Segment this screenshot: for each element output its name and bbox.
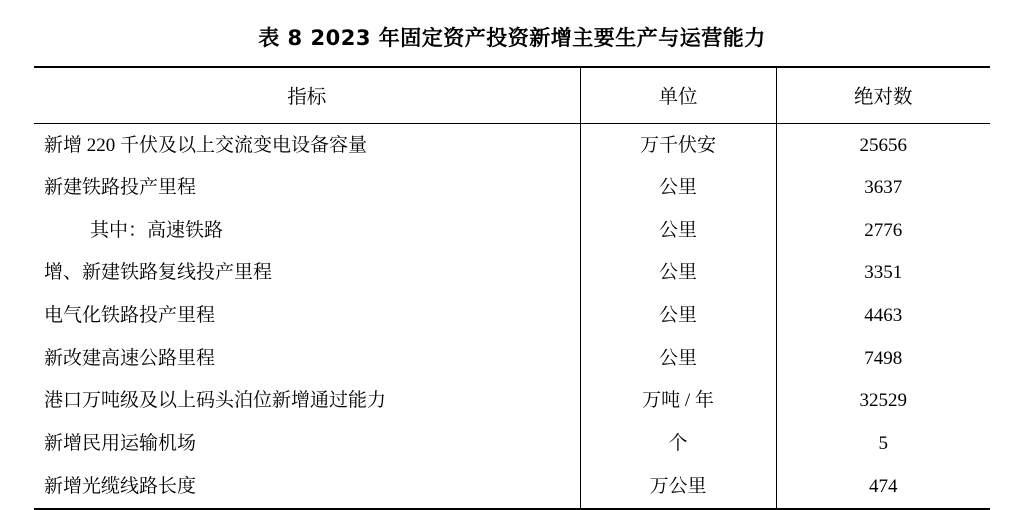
table-row	[34, 337, 990, 380]
cell-indicator: 新增光缆线路长度	[34, 465, 580, 509]
cell-indicator: 电气化铁路投产里程	[44, 305, 216, 327]
table-row	[34, 252, 990, 295]
cell-unit: 公里	[580, 252, 776, 295]
cell-value: 32529	[776, 380, 990, 423]
table-body	[34, 124, 990, 509]
cell-indicator: 新建铁路投产里程	[44, 177, 197, 199]
column-header-unit: 单位	[580, 67, 776, 124]
cell-unit: 公里	[580, 209, 776, 252]
table-row	[34, 295, 990, 338]
cell-indicator: 新改建高速公路里程	[44, 347, 216, 369]
cell-value: 2776	[776, 209, 990, 252]
cell-unit: 万公里	[580, 465, 776, 509]
table-row	[34, 124, 990, 167]
cell-unit: 公里	[580, 295, 776, 338]
table-row	[34, 209, 990, 252]
cell-indicator: 增、新建铁路复线投产里程	[44, 262, 273, 284]
cell-unit: 公里	[580, 167, 776, 210]
column-header-indicator: 指标	[34, 67, 580, 124]
table-header	[34, 67, 990, 124]
table-title: 表 8 2023 年固定资产投资新增主要生产与运营能力	[258, 26, 766, 50]
table-row	[34, 465, 990, 509]
cell-unit: 万千伏安	[580, 124, 776, 167]
table-header-row	[34, 67, 990, 124]
table-row	[34, 167, 990, 210]
cell-indicator: 新增民用运输机场	[44, 432, 197, 454]
table-container	[34, 66, 990, 510]
cell-indicator: 新增 220 千伏及以上交流变电设备容量	[44, 134, 368, 156]
cell-unit: 个	[580, 422, 776, 465]
cell-value: 5	[776, 422, 990, 465]
cell-value: 7498	[776, 337, 990, 380]
cell-value: 3351	[776, 252, 990, 295]
cell-unit: 公里	[580, 337, 776, 380]
cell-indicator: 港口万吨级及以上码头泊位新增通过能力	[44, 390, 387, 412]
column-header-value: 绝对数	[776, 67, 990, 124]
cell-unit: 万吨 / 年	[580, 380, 776, 423]
statistics-table	[34, 66, 990, 510]
cell-value: 4463	[776, 295, 990, 338]
cell-indicator: 其中：高速铁路	[90, 219, 224, 241]
table-row	[34, 380, 990, 423]
cell-value: 3637	[776, 167, 990, 210]
cell-value: 25656	[776, 124, 990, 167]
table-row	[34, 422, 990, 465]
cell-value: 474	[776, 465, 990, 509]
